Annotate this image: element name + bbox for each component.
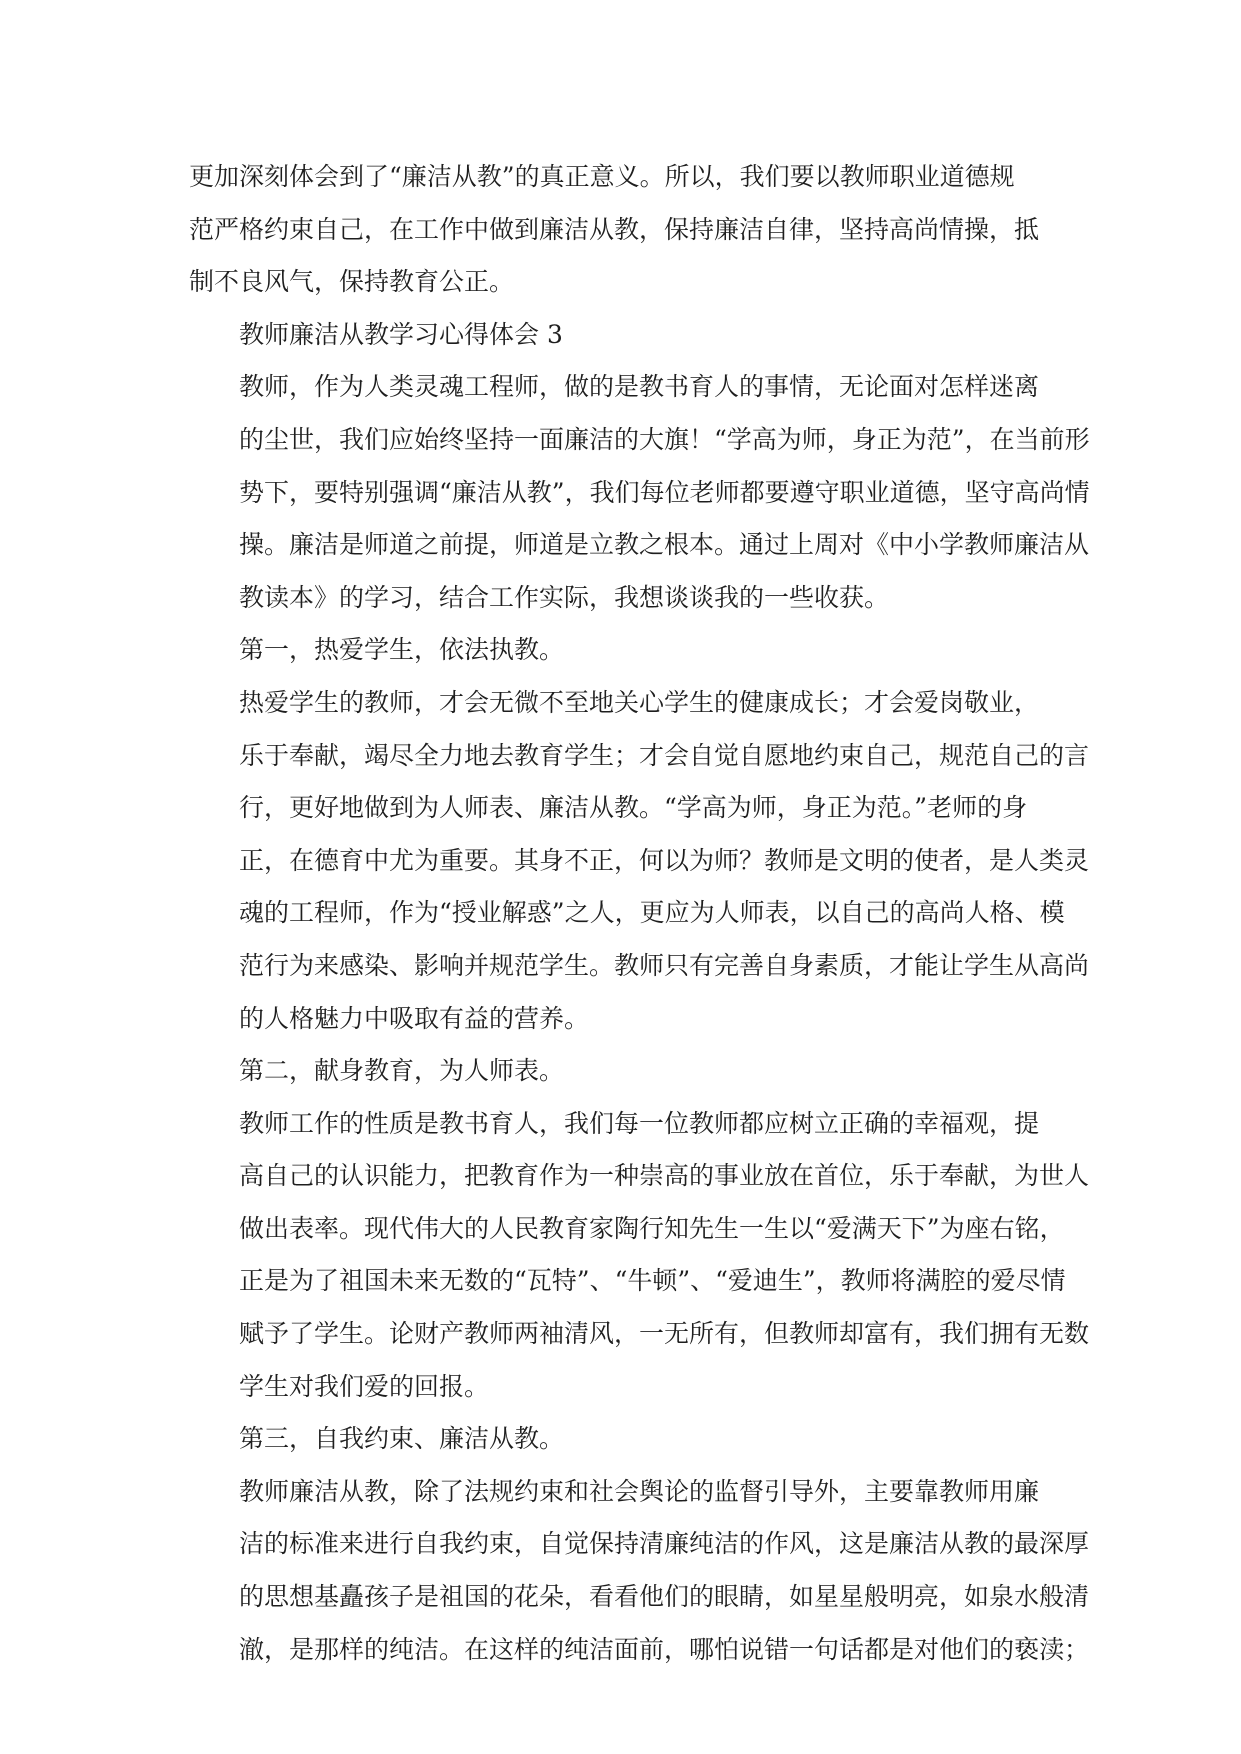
document-body <box>189 151 1090 1676</box>
text-line: 乐于奉献，竭尽全力地去教育学生；才会自觉自愿地约束自己，规范自己的言 <box>239 740 1090 770</box>
text-line: 教师工作的性质是教书育人，我们每一位教师都应树立正确的幸福观，提 <box>239 1108 1040 1138</box>
text-line: 的人格魅力中吸取有益的营养。 <box>239 1003 590 1033</box>
text-line: 洁的标准来进行自我约束，自觉保持清廉纯洁的作风，这是廉洁从教的最深厚 <box>239 1529 1090 1559</box>
paragraph <box>189 1045 1051 1098</box>
text-line: 正是为了祖国未来无数的“瓦特”、“牛顿”、“爱迪生”，教师将满腔的爱尽情 <box>239 1266 1066 1296</box>
text-line: 教师，作为人类灵魂工程师，做的是教书育人的事情，无论面对怎样迷离 <box>239 372 1040 402</box>
text-line: 第一，热爱学生，依法执教。 <box>239 635 565 665</box>
text-line: 行，更好地做到为人师表、廉洁从教。“学高为师，身正为范。”老师的身 <box>239 793 1028 823</box>
text-line: 操。廉洁是师道之前提，师道是立教之根本。通过上周对《中小学教师廉洁从 <box>239 530 1090 560</box>
text-line: 正，在德育中尤为重要。其身不正，何以为师？教师是文明的使者，是人类灵 <box>239 845 1090 875</box>
paragraph <box>189 1413 1051 1466</box>
text-line: 澈，是那样的纯洁。在这样的纯洁面前，哪怕说错一句话都是对他们的亵渎； <box>239 1634 1090 1664</box>
text-line: 热爱学生的教师，才会无微不至地关心学生的健康成长；才会爱岗敬业， <box>239 687 1040 717</box>
text-line: 学生对我们爱的回报。 <box>239 1371 490 1401</box>
text-line: 第二，献身教育，为人师表。 <box>239 1056 565 1086</box>
paragraph <box>189 151 1051 309</box>
text-line: 更加深刻体会到了“廉洁从教”的真正意义。所以，我们要以教师职业道德规 <box>189 162 1015 191</box>
text-line: 赋予了学生。论财产教师两袖清风，一无所有，但教师却富有，我们拥有无数 <box>239 1319 1090 1349</box>
text-line: 势下，要特别强调“廉洁从教”，我们每位老师都要遵守职业道德，坚守高尚情 <box>239 477 1090 507</box>
paragraph <box>189 1466 1090 1676</box>
text-line: 第三，自我约束、廉洁从教。 <box>239 1424 565 1454</box>
paragraph <box>189 677 1090 1045</box>
paragraph <box>189 309 1051 362</box>
text-line: 教师廉洁从教学习心得体会 3 <box>239 319 563 349</box>
paragraph <box>189 1098 1090 1414</box>
text-line: 教读本》的学习，结合工作实际，我想谈谈我的一些收获。 <box>239 582 890 612</box>
text-line: 做出表率。现代伟大的人民教育家陶行知先生一生以“爱满天下”为座右铭， <box>239 1213 1065 1243</box>
paragraph <box>189 361 1090 624</box>
text-line: 的思想基矗孩子是祖国的花朵，看看他们的眼睛，如星星般明亮，如泉水般清 <box>239 1582 1090 1612</box>
text-line: 范行为来感染、影响并规范学生。教师只有完善自身素质，才能让学生从高尚 <box>239 950 1090 980</box>
text-line: 制不良风气，保持教育公正。 <box>189 267 515 297</box>
text-line: 的尘世，我们应始终坚持一面廉洁的大旗！“学高为师，身正为范”，在当前形 <box>239 424 1090 454</box>
text-line: 魂的工程师，作为“授业解惑”之人，更应为人师表，以自己的高尚人格、模 <box>239 898 1065 928</box>
text-line: 教师廉洁从教，除了法规约束和社会舆论的监督引导外，主要靠教师用廉 <box>239 1476 1040 1506</box>
paragraph <box>189 624 1051 677</box>
text-line: 范严格约束自己，在工作中做到廉洁从教，保持廉洁自律，坚持高尚情操，抵 <box>189 214 1040 244</box>
text-line: 高自己的认识能力，把教育作为一种崇高的事业放在首位，乐于奉献，为世人 <box>239 1161 1090 1191</box>
